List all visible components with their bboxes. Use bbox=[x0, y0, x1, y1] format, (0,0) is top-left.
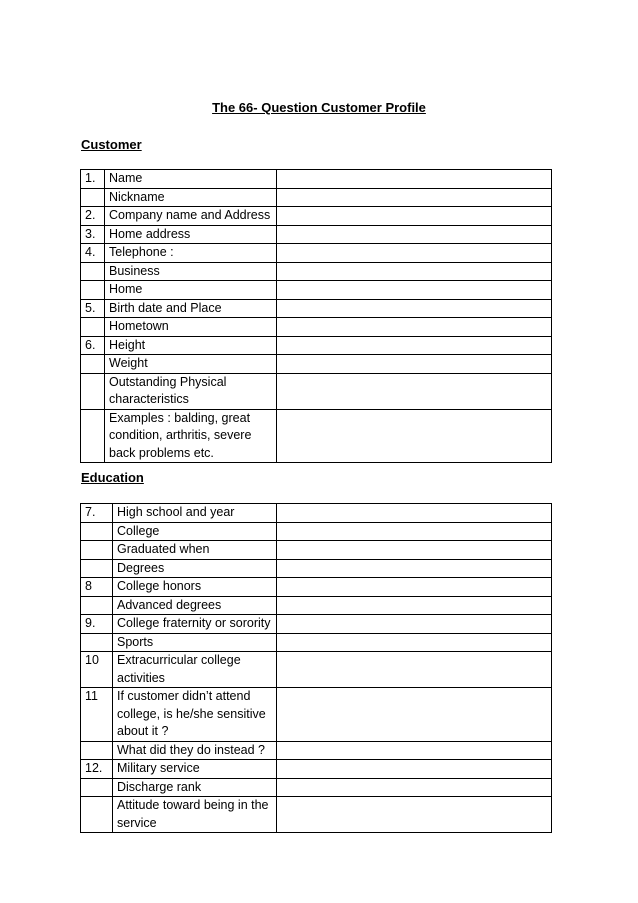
answer-field[interactable] bbox=[277, 225, 552, 244]
table-row bbox=[81, 170, 552, 189]
table-row bbox=[81, 336, 552, 355]
question-number: 3. bbox=[81, 225, 105, 244]
answer-field[interactable] bbox=[277, 244, 552, 263]
table-row bbox=[81, 688, 552, 742]
document-title: The 66- Question Customer Profile bbox=[212, 100, 426, 115]
table-row bbox=[81, 541, 552, 560]
answer-field[interactable] bbox=[277, 299, 552, 318]
question-number bbox=[81, 741, 113, 760]
question-label: If customer didn’t attend college, is he/she sensitive about it ? bbox=[113, 688, 277, 742]
question-number bbox=[81, 633, 113, 652]
question-number: 9. bbox=[81, 615, 113, 634]
answer-field[interactable] bbox=[277, 409, 552, 463]
answer-field[interactable] bbox=[277, 207, 552, 226]
question-label: Home address bbox=[105, 225, 277, 244]
table-row bbox=[81, 318, 552, 337]
question-label: High school and year bbox=[113, 504, 277, 523]
question-number bbox=[81, 778, 113, 797]
question-number: 7. bbox=[81, 504, 113, 523]
question-number bbox=[81, 355, 105, 374]
answer-field[interactable] bbox=[277, 578, 552, 597]
question-number: 2. bbox=[81, 207, 105, 226]
answer-field[interactable] bbox=[277, 504, 552, 523]
question-number bbox=[81, 596, 113, 615]
table-row bbox=[81, 652, 552, 688]
question-number bbox=[81, 559, 113, 578]
question-label: Degrees bbox=[113, 559, 277, 578]
question-label: Telephone : bbox=[105, 244, 277, 263]
question-label: Discharge rank bbox=[113, 778, 277, 797]
question-label: Military service bbox=[113, 760, 277, 779]
answer-field[interactable] bbox=[277, 797, 552, 833]
customer-table bbox=[80, 169, 552, 463]
answer-field[interactable] bbox=[277, 652, 552, 688]
answer-field[interactable] bbox=[277, 541, 552, 560]
question-label: Outstanding Physical characteristics bbox=[105, 373, 277, 409]
answer-field[interactable] bbox=[277, 760, 552, 779]
question-label: Company name and Address bbox=[105, 207, 277, 226]
question-label: College fraternity or sorority bbox=[113, 615, 277, 634]
question-label: Examples : balding, great condition, arthritis, severe back problems etc. bbox=[105, 409, 277, 463]
table-row bbox=[81, 504, 552, 523]
table-row bbox=[81, 760, 552, 779]
table-row bbox=[81, 559, 552, 578]
question-label: Home bbox=[105, 281, 277, 300]
table-row bbox=[81, 633, 552, 652]
question-number bbox=[81, 522, 113, 541]
question-number bbox=[81, 281, 105, 300]
answer-field[interactable] bbox=[277, 522, 552, 541]
answer-field[interactable] bbox=[277, 633, 552, 652]
answer-field[interactable] bbox=[277, 188, 552, 207]
answer-field[interactable] bbox=[277, 170, 552, 189]
question-number: 5. bbox=[81, 299, 105, 318]
education-table bbox=[80, 503, 552, 833]
question-number bbox=[81, 409, 105, 463]
question-number bbox=[81, 188, 105, 207]
table-row bbox=[81, 207, 552, 226]
question-label: Hometown bbox=[105, 318, 277, 337]
table-row bbox=[81, 373, 552, 409]
question-number: 11 bbox=[81, 688, 113, 742]
table-row bbox=[81, 225, 552, 244]
table-row bbox=[81, 797, 552, 833]
question-number bbox=[81, 373, 105, 409]
answer-field[interactable] bbox=[277, 688, 552, 742]
question-number bbox=[81, 541, 113, 560]
answer-field[interactable] bbox=[277, 615, 552, 634]
question-label: Height bbox=[105, 336, 277, 355]
question-label: Name bbox=[105, 170, 277, 189]
answer-field[interactable] bbox=[277, 596, 552, 615]
table-row bbox=[81, 355, 552, 374]
question-label: College bbox=[113, 522, 277, 541]
question-label: Attitude toward being in the service bbox=[113, 797, 277, 833]
question-number: 1. bbox=[81, 170, 105, 189]
question-label: Advanced degrees bbox=[113, 596, 277, 615]
answer-field[interactable] bbox=[277, 262, 552, 281]
question-number: 4. bbox=[81, 244, 105, 263]
table-row bbox=[81, 596, 552, 615]
table-row bbox=[81, 299, 552, 318]
question-label: College honors bbox=[113, 578, 277, 597]
answer-field[interactable] bbox=[277, 741, 552, 760]
question-label: Business bbox=[105, 262, 277, 281]
table-row bbox=[81, 188, 552, 207]
question-label: Extracurricular college activities bbox=[113, 652, 277, 688]
section-heading-customer: Customer bbox=[81, 137, 142, 152]
table-row bbox=[81, 578, 552, 597]
table-row bbox=[81, 244, 552, 263]
question-label: Graduated when bbox=[113, 541, 277, 560]
table-row bbox=[81, 522, 552, 541]
question-label: Birth date and Place bbox=[105, 299, 277, 318]
table-row bbox=[81, 741, 552, 760]
table-row bbox=[81, 281, 552, 300]
question-number: 12. bbox=[81, 760, 113, 779]
answer-field[interactable] bbox=[277, 336, 552, 355]
table-row bbox=[81, 778, 552, 797]
table-row bbox=[81, 409, 552, 463]
table-row bbox=[81, 615, 552, 634]
question-label: What did they do instead ? bbox=[113, 741, 277, 760]
answer-field[interactable] bbox=[277, 559, 552, 578]
answer-field[interactable] bbox=[277, 318, 552, 337]
answer-field[interactable] bbox=[277, 373, 552, 409]
question-number bbox=[81, 318, 105, 337]
question-number: 10 bbox=[81, 652, 113, 688]
answer-field[interactable] bbox=[277, 355, 552, 374]
answer-field[interactable] bbox=[277, 778, 552, 797]
question-number: 8 bbox=[81, 578, 113, 597]
question-label: Weight bbox=[105, 355, 277, 374]
question-number bbox=[81, 262, 105, 281]
answer-field[interactable] bbox=[277, 281, 552, 300]
question-label: Sports bbox=[113, 633, 277, 652]
question-number: 6. bbox=[81, 336, 105, 355]
question-number bbox=[81, 797, 113, 833]
question-label: Nickname bbox=[105, 188, 277, 207]
table-row bbox=[81, 262, 552, 281]
section-heading-education: Education bbox=[81, 470, 144, 485]
